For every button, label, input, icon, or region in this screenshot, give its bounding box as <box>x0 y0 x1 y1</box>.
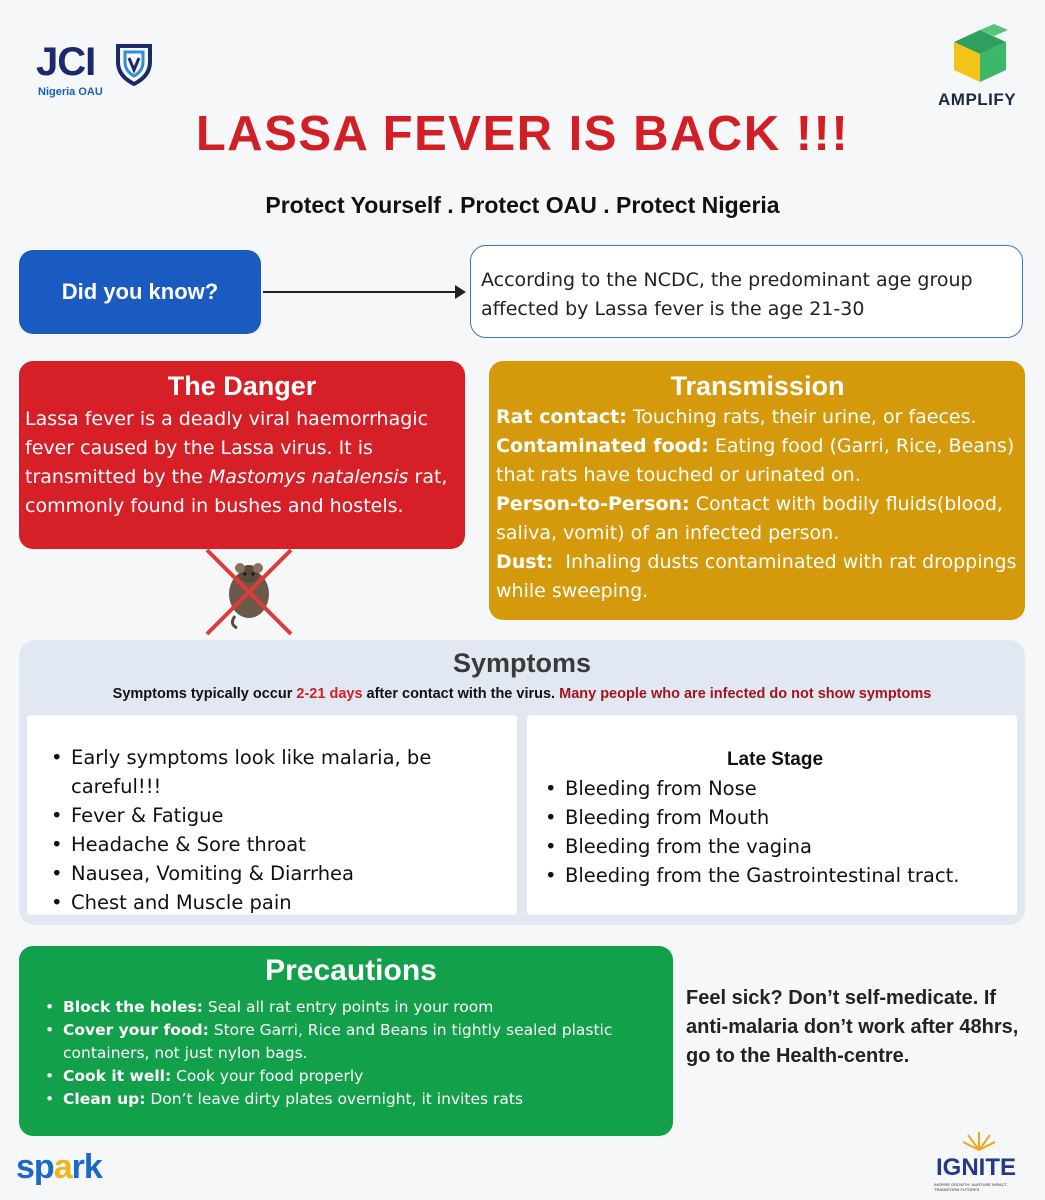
ncdc-fact-text: According to the NCDC, the predominant age group affected by Lassa fever is the age 21-30 <box>481 269 973 320</box>
ignite-tagline: INSPIRE GROWTH, NURTURE IMPACT, TRANSFORM FUTURES <box>934 1182 1008 1192</box>
jci-logo-text: JCI <box>36 40 96 84</box>
precaution-label: Clean up: <box>63 1090 146 1108</box>
list-item: • Bleeding from Mouth <box>539 803 1011 832</box>
spark-logo-text: rk <box>71 1148 102 1186</box>
ncdc-fact-box <box>470 245 1023 338</box>
list-item <box>41 996 661 1019</box>
transmission-text: Inhaling dusts contaminated with rat droppings while sweeping. <box>496 551 1023 602</box>
early-symptoms-panel <box>27 715 517 915</box>
ignite-logo <box>928 1130 1028 1190</box>
page-subtitle: Protect Yourself . Protect OAU . Protect Nigeria <box>265 192 780 218</box>
species-name: Mastomys natalensis <box>208 466 409 488</box>
transmission-item <box>496 403 1019 432</box>
precaution-label: Cook it well: <box>63 1067 172 1085</box>
symptoms-note <box>19 686 1025 702</box>
shield-icon <box>114 42 154 86</box>
did-you-know-badge <box>19 250 261 334</box>
danger-text-part: rat, commonly found in bushes and hostels. <box>25 466 448 517</box>
symptoms-note-part: after contact with the virus. <box>362 686 560 702</box>
precaution-text: Don’t leave dirty plates overnight, it invites rats <box>145 1090 524 1108</box>
transmission-text: Touching rats, their urine, or faeces. <box>626 406 977 428</box>
ignite-logo-text: IGNITE <box>936 1154 1017 1181</box>
precaution-text: Cook your food properly <box>171 1067 364 1085</box>
list-item <box>41 1019 661 1065</box>
spark-logo-text: sp <box>16 1148 54 1186</box>
transmission-heading: Transmission <box>670 371 845 401</box>
precaution-label: Block the holes: <box>63 998 203 1016</box>
jci-logo <box>36 40 166 102</box>
transmission-item <box>496 432 1019 490</box>
list-item: • Nausea, Vomiting & Diarrhea <box>45 859 511 888</box>
precaution-label: Cover your food: <box>63 1021 209 1039</box>
transmission-text: Eating food (Garri, Rice, Beans) that rats have touched or urinated on. <box>496 435 1015 486</box>
arrow-right-icon <box>455 285 466 299</box>
list-item: • Headache & Sore throat <box>45 830 511 859</box>
list-item <box>41 1088 661 1111</box>
crossed-rat-icon <box>205 548 293 636</box>
symptoms-section <box>19 640 1025 925</box>
danger-card <box>19 361 465 549</box>
precautions-card <box>19 946 673 1136</box>
jci-logo-subtitle: Nigeria OAU <box>38 86 103 98</box>
list-item: • Bleeding from Nose <box>539 774 1011 803</box>
transmission-label: Person-to-Person: <box>496 493 690 515</box>
precaution-text: Seal all rat entry points in your room <box>202 998 494 1016</box>
symptoms-days: 2-21 days <box>296 686 363 702</box>
cube-icon <box>948 20 1012 86</box>
transmission-label: Contaminated food: <box>496 435 709 457</box>
late-symptoms-panel <box>527 715 1017 915</box>
danger-text-part: Lassa fever is a deadly viral haemorrhagic fever caused by the Lassa virus. It is transmitted by the <box>25 408 429 488</box>
list-item: • Bleeding from the vagina <box>539 832 1011 861</box>
precautions-heading: Precautions <box>265 954 437 987</box>
spark-logo <box>16 1148 102 1187</box>
danger-text <box>25 405 459 521</box>
transmission-label: Rat contact: <box>496 406 627 428</box>
spark-logo-text: a <box>53 1148 72 1186</box>
symptoms-warning: Many people who are infected do not show symptoms <box>559 686 932 702</box>
precautions-list <box>41 996 661 1111</box>
did-you-know-label: Did you know? <box>61 279 219 304</box>
list-item: • Fever & Fatigue <box>45 801 511 830</box>
symptoms-note-part: Symptoms typically occur <box>112 686 297 702</box>
transmission-item <box>496 490 1019 548</box>
page-title: LASSA FEVER IS BACK !!! <box>195 107 850 161</box>
transmission-item <box>496 548 1023 606</box>
symptoms-heading: Symptoms <box>452 648 592 678</box>
early-symptoms-list <box>45 743 511 917</box>
late-symptoms-list <box>539 774 1011 890</box>
precaution-text: Store Garri, Rice and Beans in tightly sealed plastic containers, not just nylon bags. <box>63 1021 613 1062</box>
amplify-logo <box>930 20 1030 112</box>
list-item <box>41 1065 661 1088</box>
list-item: • Early symptoms look like malaria, be careful!!! <box>45 743 511 801</box>
sunburst-icon <box>962 1130 996 1152</box>
health-advice: Feel sick? Don’t self-medicate. If anti-malaria don’t work after 48hrs, go to the Health-centre. <box>686 987 1019 1067</box>
transmission-label: Dust: <box>496 551 554 573</box>
list-item: • Chest and Muscle pain <box>45 888 511 917</box>
danger-heading: The Danger <box>167 371 317 401</box>
list-item: • Bleeding from the Gastrointestinal tract. <box>539 861 1011 890</box>
amplify-logo-text: AMPLIFY <box>938 90 1017 109</box>
late-stage-heading: Late Stage <box>726 749 824 770</box>
transmission-text: Contact with bodily fluids(blood, saliva, vomit) of an infected person. <box>496 493 1003 544</box>
arrow-connector <box>263 291 459 293</box>
transmission-card <box>489 361 1025 620</box>
